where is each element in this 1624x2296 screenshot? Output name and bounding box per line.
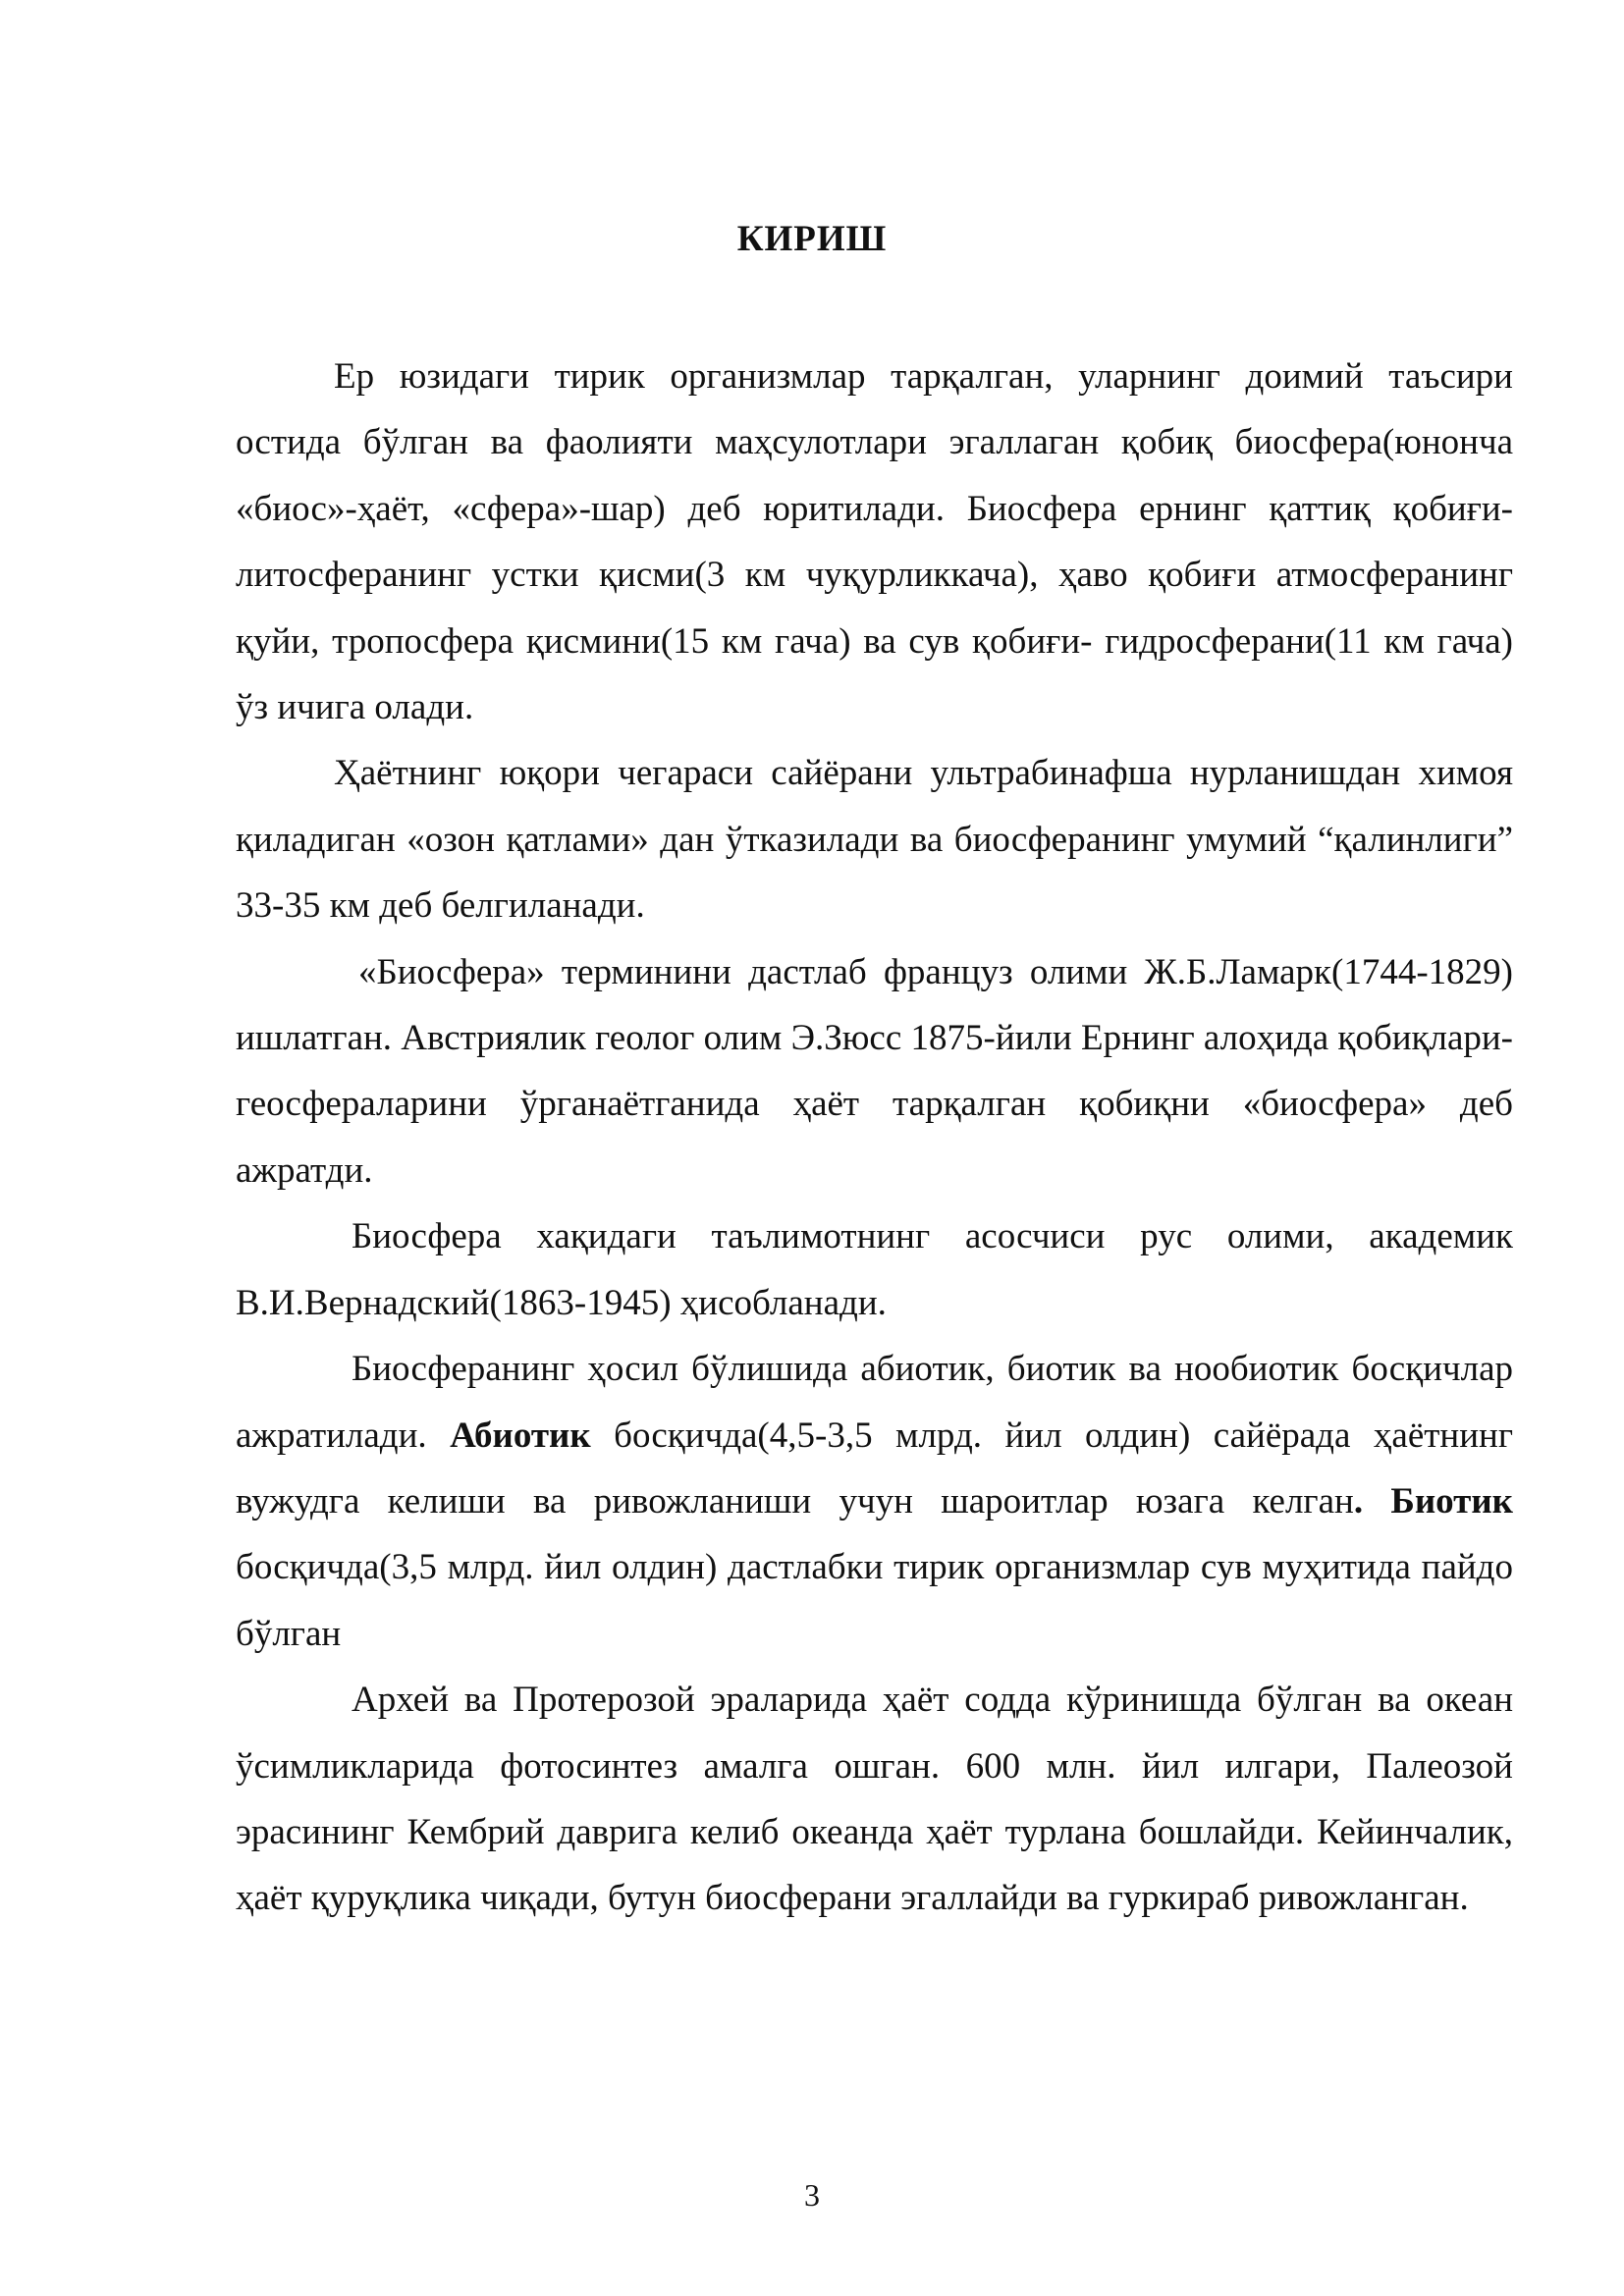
paragraph-2: Ҳаётнинг юқори чегараси сайёрани ультрабинафша нурланишдан химоя қиладиган «озон қатлами» дан ўтказилади ва биосферанинг умумий “қалинлиги” 33-35 км деб белгиланади.	[236, 753, 1513, 927]
paragraph-5	[236, 1336, 1513, 1667]
page-title: КИРИШ	[736, 219, 888, 259]
paragraph-4: Биосфера хақидаги таълимотнинг асосчиси рус олими, академик В.И.Вернадский(1863-1945) ҳисобланади.	[236, 1216, 1513, 1323]
paragraph-3: «Биосфера» терминини дастлаб француз олими Ж.Б.Ламарк(1744-1829) ишлатган. Австриялик геолог олим Э.Зюсс 1875-йили Ернинг алоҳида қобиқлари-геосфераларини ўрганаётганида ҳаёт тарқалган қобиқни «биосфера» деб ажратди.	[236, 951, 1513, 1191]
paragraph-5-text-1: Биосферанинг ҳосил бўлишида абиотик, биотик ва нообиотик босқичлар ажратилади.	[236, 1349, 1513, 1456]
body-text	[236, 344, 1513, 1932]
paragraph-1: Ер юзидаги тирик организмлар тарқалган, уларнинг доимий таъсири остида бўлган ва фаолияти маҳсулотлари эгаллаган қобиқ биосфера(юнонча «биос»-ҳаёт, «сфера»-шар) деб юритилади. Биосфера ернинг қаттиқ қобиғи-литосферанинг устки қисми(3 км чуқурликкача), ҳаво қобиғи атмосферанинг қуйи, тропосфера қисмини(15 км гача) ва сув қобиғи- гидросферани(11 км гача) ўз ичига олади.	[236, 356, 1513, 728]
bold-period: .	[1353, 1480, 1364, 1522]
page-number: 3	[804, 2177, 820, 2213]
paragraph-5-text-2: босқичда(4,5-3,5 млрд. йил олдин) сайёрада ҳаётнинг вужудга келиши ва ривожланиши учун шароитлар юзага келган	[236, 1415, 1514, 1522]
term-biotic: Биотик	[1390, 1480, 1513, 1522]
paragraph-5-text-3: босқичда(3,5 млрд. йил олдин) дастлабки тирик организмлар сув муҳитида пайдо бўлган	[236, 1547, 1513, 1654]
term-abiotic: Абиотик	[450, 1415, 591, 1456]
paragraph-6: Архей ва Протерозой эраларида ҳаёт содда кўринишда бўлган ва океан ўсимликларида фотосинтез амалга ошган. 600 млн. йил илгари, Палеозой эрасининг Кембрий даврига келиб океанда ҳаёт турлана бошлайди. Кейинчалик, ҳаёт қуруқлика чиқади, бутун биосферани эгаллайди ва гуркираб ривожланган.	[236, 1680, 1513, 1919]
